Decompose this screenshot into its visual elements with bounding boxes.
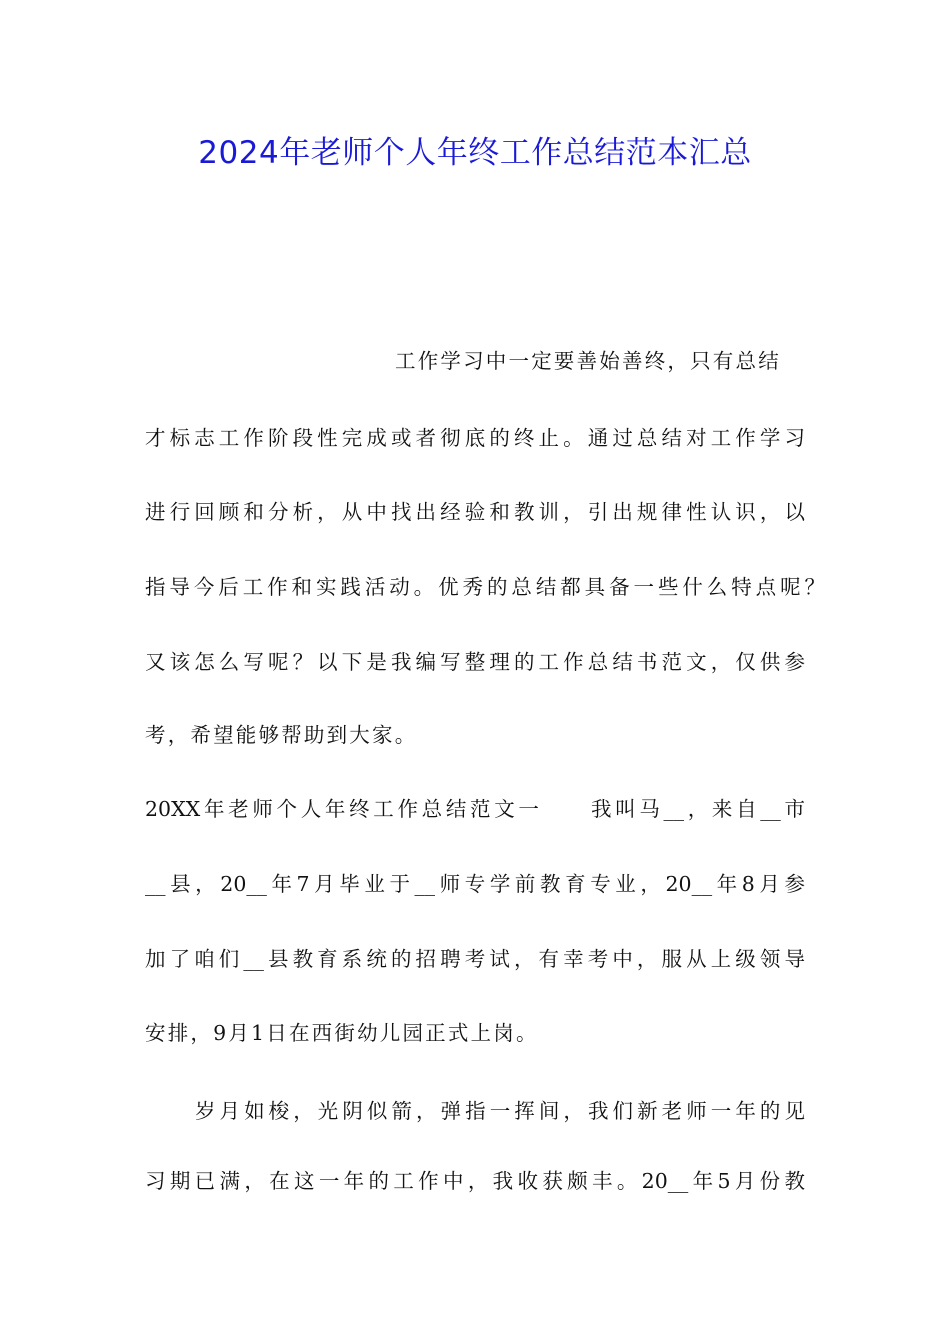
paragraph-line: 习期已满，在这一年的工作中，我收获颇丰。20__年5月份教 <box>145 1169 805 1193</box>
paragraph-line: 又该怎么写呢？以下是我编写整理的工作总结书范文，仅供参 <box>145 650 805 674</box>
paragraph-line: 工作学习中一定要善始善终，只有总结 <box>395 349 781 373</box>
section-heading-line: 20XX年老师个人年终工作总结范文一 我叫马__，来自__市 <box>145 797 805 821</box>
paragraph-line: 安排，9月1日在西街幼儿园正式上岗。 <box>145 1021 539 1045</box>
document-title: 2024年老师个人年终工作总结范本汇总 <box>198 135 752 171</box>
paragraph-line: 考，希望能够帮助到大家。 <box>145 723 418 747</box>
paragraph-line: __县，20__年7月毕业于__师专学前教育专业，20__年8月参 <box>145 872 805 896</box>
paragraph-line: 指导今后工作和实践活动。优秀的总结都具备一些什么特点呢？ <box>145 575 825 599</box>
paragraph-line: 进行回顾和分析，从中找出经验和教训，引出规律性认识，以 <box>145 500 805 524</box>
paragraph-line: 岁月如梭，光阴似箭，弹指一挥间，我们新老师一年的见 <box>195 1099 805 1123</box>
paragraph-line: 加了咱们__县教育系统的招聘考试，有幸考中，服从上级领导 <box>145 947 805 971</box>
paragraph-line: 才标志工作阶段性完成或者彻底的终止。通过总结对工作学习 <box>145 426 805 450</box>
